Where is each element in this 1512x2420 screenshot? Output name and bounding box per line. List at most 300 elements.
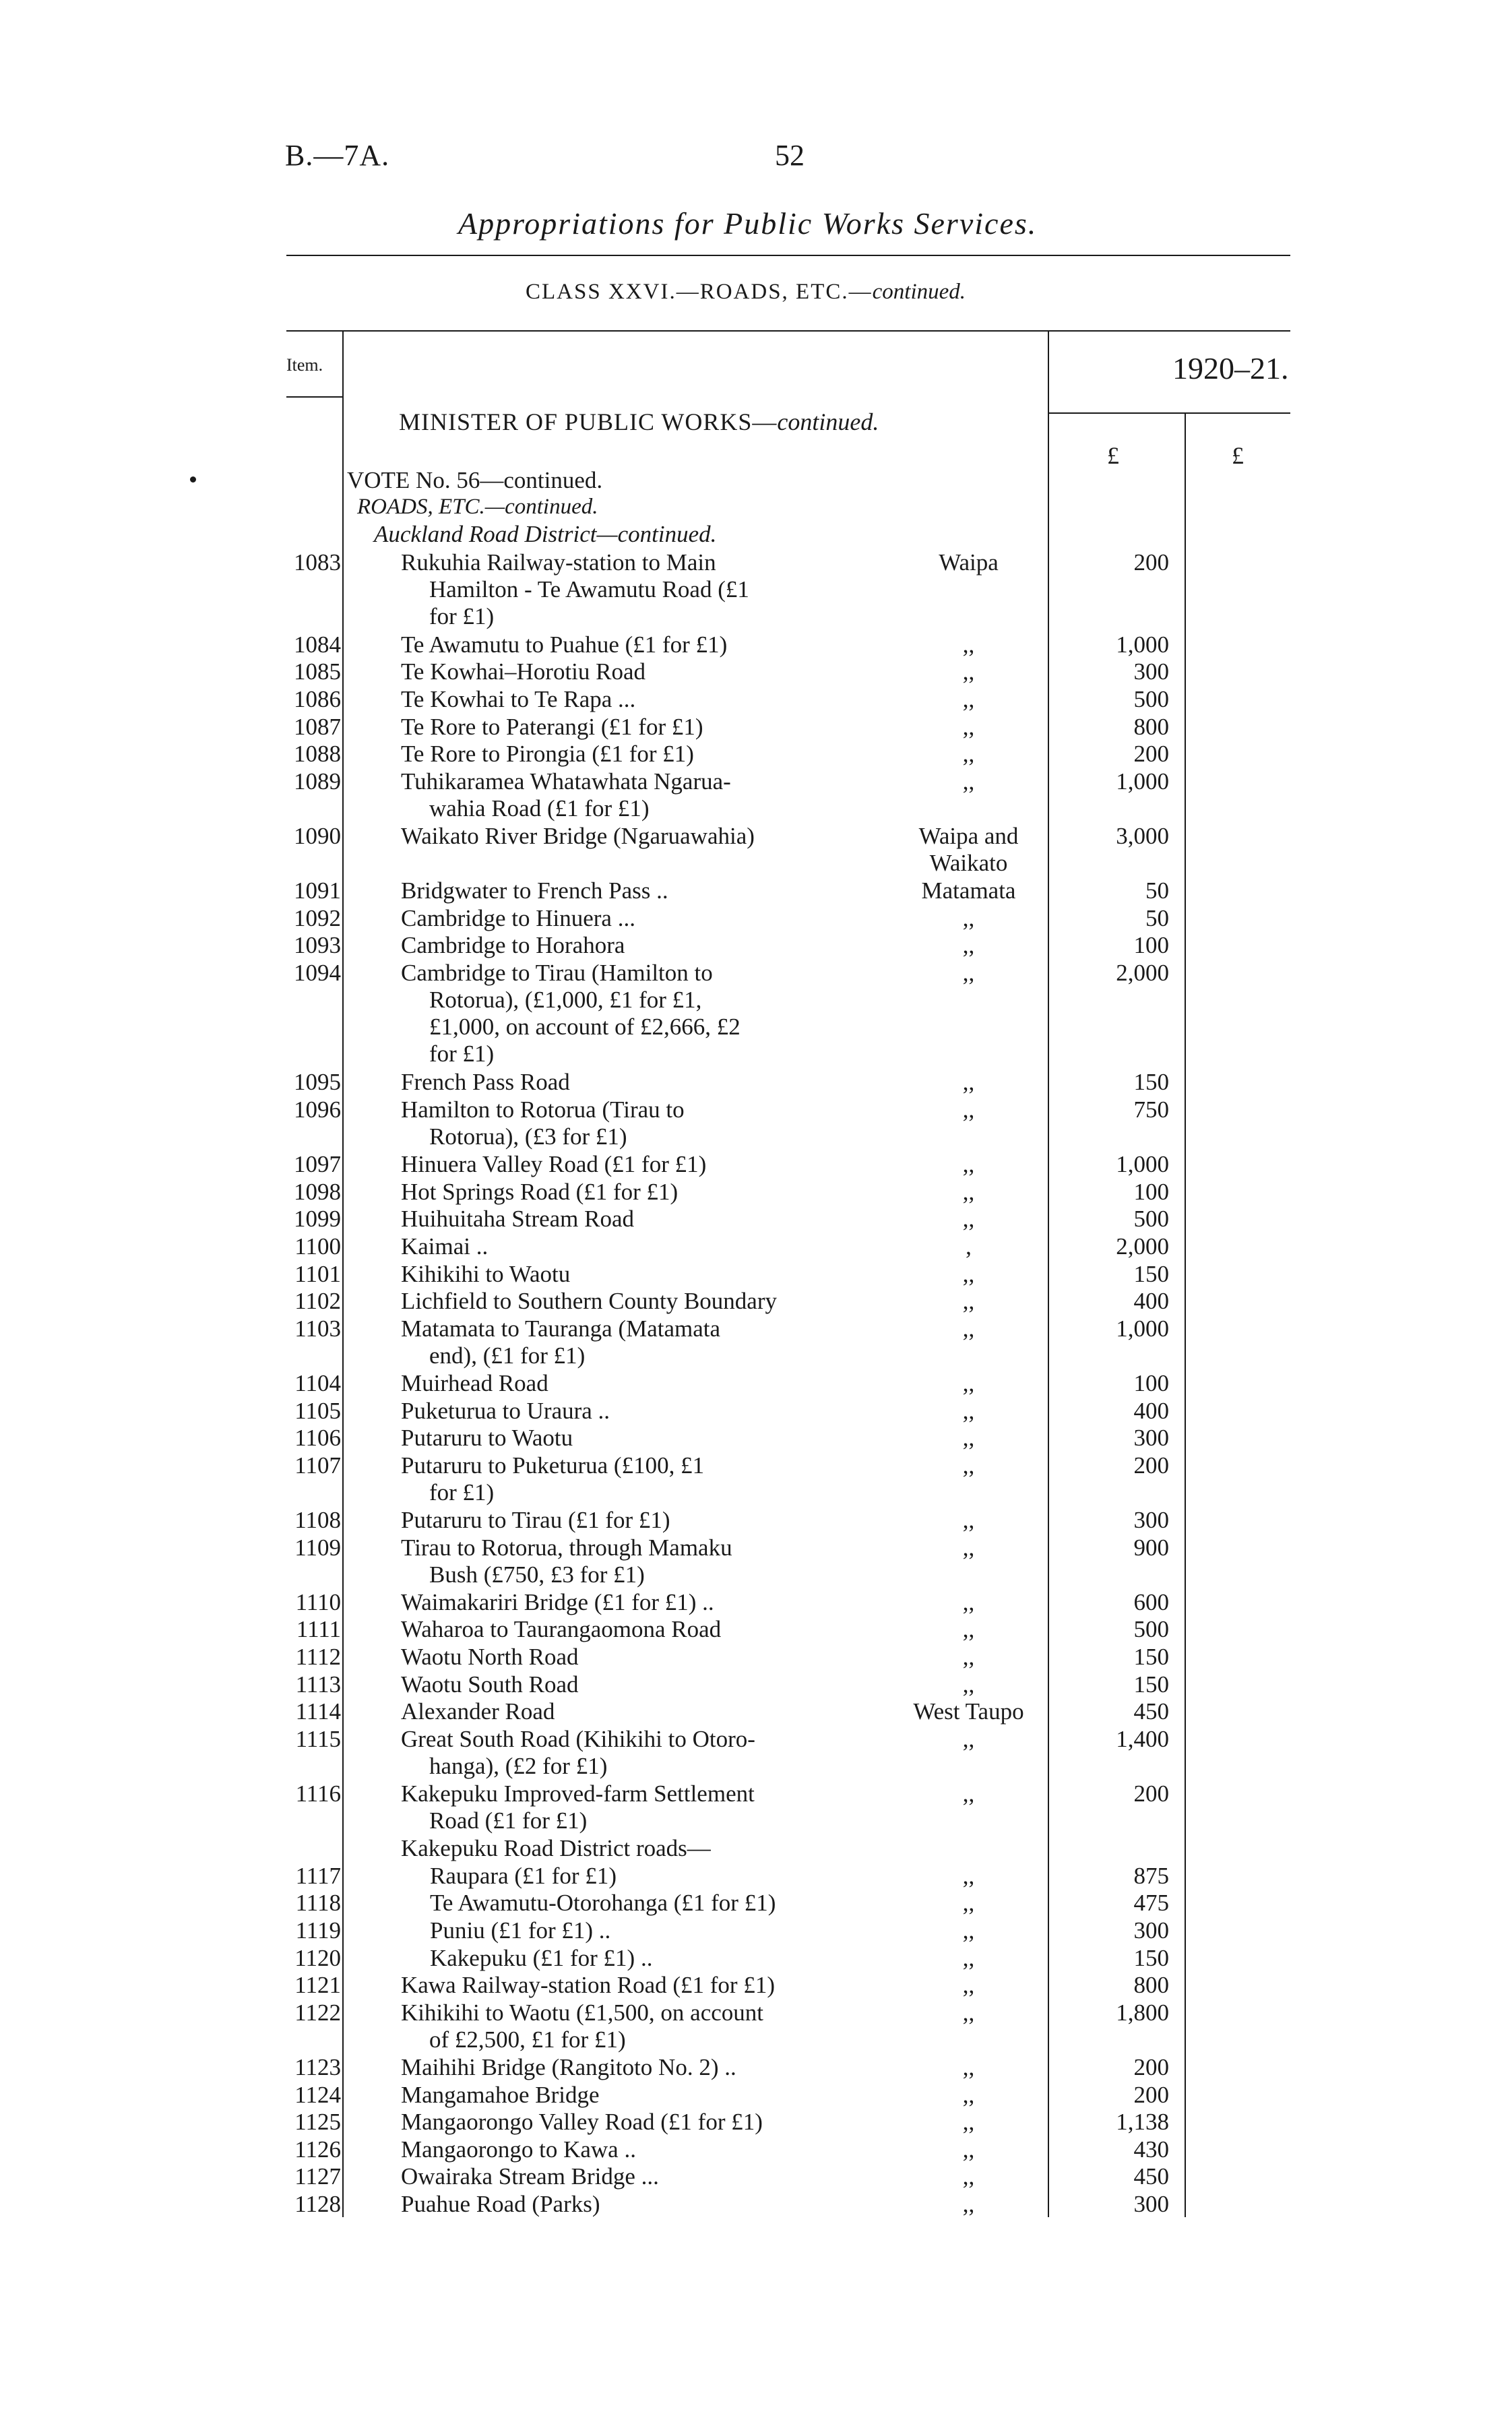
item-description — [430, 1863, 861, 1890]
district-line: ,, — [962, 631, 975, 658]
item-number: 1089 — [294, 768, 341, 795]
amount: 875 — [1133, 1863, 1169, 1889]
roads-heading: ROADS, ETC.—continued. — [357, 495, 598, 519]
description-line: Kakepuku (£1 for £1) .. — [430, 1945, 653, 1971]
amount: 400 — [1133, 1398, 1169, 1424]
item-description — [401, 1370, 862, 1397]
district-line: ,, — [962, 1726, 975, 1752]
description-line: for £1) — [429, 1479, 495, 1506]
amount: 750 — [1133, 1096, 1169, 1123]
item-description — [401, 1534, 862, 1588]
description-line: Hot Springs Road (£1 for £1) — [401, 1179, 679, 1205]
district-line: ,, — [962, 1425, 975, 1451]
amount: 200 — [1133, 2082, 1169, 2108]
description-line: hanga), (£2 for £1) — [429, 1753, 608, 1779]
district-line: ,, — [962, 1370, 975, 1396]
item-number: 1100 — [294, 1233, 341, 1260]
description-line: Hinuera Valley Road (£1 for £1) — [401, 1151, 707, 1177]
item-description — [401, 1069, 862, 1096]
item-description — [401, 1972, 862, 1999]
electoral-district — [883, 1452, 1054, 1479]
amount: 300 — [1133, 2191, 1169, 2217]
electoral-district — [883, 1315, 1054, 1342]
item-description — [401, 2054, 862, 2081]
item-description — [401, 631, 862, 658]
district-line: ,, — [962, 932, 975, 958]
description-line: Te Rore to Paterangi (£1 for £1) — [401, 714, 703, 740]
description-line: Muirhead Road — [401, 1370, 548, 1396]
amount: 1,000 — [1116, 1315, 1169, 1342]
district-line: ,, — [962, 1315, 975, 1342]
item-number: 1127 — [294, 2163, 341, 2190]
amount: 150 — [1133, 1644, 1169, 1670]
item-number: 1109 — [294, 1534, 341, 1561]
description-line: Puahue Road (Parks) — [401, 2191, 600, 2217]
description-line: Putaruru to Puketurua (£100, £1 — [401, 1452, 705, 1479]
electoral-district — [883, 686, 1054, 713]
item-number: 1115 — [295, 1726, 341, 1752]
description-line: Kakepuku Improved-farm Settlement — [401, 1780, 755, 1807]
item-description — [401, 905, 862, 932]
amount: 100 — [1133, 1370, 1169, 1396]
item-description — [401, 960, 862, 1067]
electoral-district — [883, 714, 1054, 741]
class-heading-main: CLASS XXVI.—ROADS, ETC.— — [526, 280, 873, 304]
electoral-district — [883, 1370, 1054, 1397]
district-line: ,, — [962, 1945, 975, 1971]
amount: 150 — [1133, 1261, 1169, 1287]
item-number: 1124 — [294, 2082, 341, 2108]
item-description — [401, 932, 862, 959]
electoral-district — [883, 1698, 1054, 1725]
district-line: ,, — [962, 1671, 975, 1698]
item-number: 1085 — [294, 658, 341, 685]
description-line: Owairaka Stream Bridge ... — [401, 2163, 659, 2190]
description-line: Kawa Railway-station Road (£1 for £1) — [401, 1972, 775, 1998]
amount: 300 — [1133, 1507, 1169, 1533]
item-description — [430, 1917, 861, 1944]
district-line: ,, — [962, 2109, 975, 2135]
item-number: 1088 — [294, 741, 341, 767]
item-number: 1104 — [294, 1370, 341, 1396]
item-number: 1125 — [294, 2109, 341, 2135]
electoral-district — [883, 1589, 1054, 1616]
electoral-district — [883, 1233, 1054, 1260]
item-description — [401, 1698, 862, 1725]
electoral-district — [883, 1999, 1054, 2026]
item-description — [401, 1616, 862, 1643]
minister-heading-continued: continued. — [777, 408, 879, 435]
item-number: 1090 — [294, 823, 341, 849]
item-description — [401, 658, 862, 685]
electoral-district — [883, 1096, 1054, 1123]
electoral-district — [883, 1069, 1054, 1096]
item-description — [401, 2082, 862, 2109]
amount: 100 — [1133, 1179, 1169, 1205]
document-reference: B.—7A. — [285, 139, 390, 172]
description-line: Te Kowhai to Te Rapa ... — [401, 686, 636, 712]
description-line: Putaruru to Waotu — [401, 1425, 573, 1451]
district-line: Waipa — [939, 549, 999, 576]
description-line: Te Awamutu-Otorohanga (£1 for £1) — [430, 1890, 776, 1916]
item-description — [401, 1507, 862, 1534]
item-number: 1083 — [294, 549, 341, 576]
district-line: ,, — [962, 2136, 975, 2163]
district-line: , — [966, 1233, 972, 1260]
electoral-district — [883, 1780, 1054, 1807]
description-line: end), (£1 for £1) — [429, 1342, 586, 1369]
description-line: Alexander Road — [401, 1698, 555, 1725]
electoral-district — [883, 823, 1054, 877]
description-line: Road (£1 for £1) — [429, 1807, 588, 1834]
district-line: ,, — [962, 1069, 975, 1095]
district-line: ,, — [962, 686, 975, 712]
amount: 500 — [1133, 1206, 1169, 1232]
item-description — [401, 1233, 862, 1260]
item-number: 1099 — [294, 1206, 341, 1232]
item-header-underline — [286, 396, 342, 398]
district-line: ,, — [962, 1780, 975, 1807]
amount: 500 — [1133, 1616, 1169, 1642]
item-number: 1113 — [295, 1671, 341, 1698]
district-line: ,, — [962, 1452, 975, 1479]
item-description — [401, 1671, 862, 1698]
district-line: ,, — [962, 1917, 975, 1944]
description-line: Cambridge to Tirau (Hamilton to — [401, 960, 713, 986]
item-description — [401, 1206, 862, 1233]
electoral-district — [883, 1726, 1054, 1753]
district-line: West Taupo — [913, 1698, 1024, 1725]
district-line: ,, — [962, 1644, 975, 1670]
district-heading: Auckland Road District—continued. — [374, 521, 717, 547]
item-number: 1092 — [294, 905, 341, 931]
electoral-district — [883, 1425, 1054, 1452]
item-number: 1103 — [294, 1315, 341, 1342]
description-line: Great South Road (Kihikihi to Otoro- — [401, 1726, 755, 1752]
electoral-district — [883, 1288, 1054, 1315]
description-line: wahia Road (£1 for £1) — [429, 795, 650, 821]
amount: 200 — [1133, 549, 1169, 576]
description-line: Waimakariri Bridge (£1 for £1) .. — [401, 1589, 714, 1615]
district-line: ,, — [962, 1288, 975, 1314]
item-number: 1121 — [294, 1972, 341, 1998]
item-description — [401, 1644, 862, 1671]
district-line: ,, — [962, 658, 975, 685]
description-line: for £1) — [429, 1041, 495, 1067]
item-number: 1097 — [294, 1151, 341, 1177]
item-description — [401, 1261, 862, 1288]
item-description — [401, 1452, 862, 1506]
electoral-district — [883, 877, 1054, 904]
table-top-rule — [286, 330, 1290, 332]
electoral-district — [883, 1261, 1054, 1288]
description-line: Te Rore to Pirongia (£1 for £1) — [401, 741, 694, 767]
item-number: 1111 — [296, 1616, 341, 1642]
item-description — [401, 741, 862, 768]
item-description — [401, 714, 862, 741]
district-line: Waikato — [929, 850, 1008, 876]
electoral-district — [883, 1507, 1054, 1534]
item-number: 1086 — [294, 686, 341, 712]
vote-heading: VOTE No. 56—continued. — [347, 467, 603, 493]
amount: 900 — [1133, 1534, 1169, 1561]
description-line: Waharoa to Taurangaomona Road — [401, 1616, 722, 1642]
item-description — [430, 1890, 861, 1917]
electoral-district — [883, 631, 1054, 658]
amount: 50 — [1145, 877, 1169, 904]
electoral-district — [883, 1206, 1054, 1233]
description-line: Waotu North Road — [401, 1644, 579, 1670]
amount: 300 — [1133, 1425, 1169, 1451]
description-line: Mangaorongo to Kawa .. — [401, 2136, 636, 2163]
item-description — [401, 1398, 862, 1425]
item-description — [401, 2109, 862, 2136]
description-line: Mangamahoe Bridge — [401, 2082, 600, 2108]
description-line: Huihuitaha Stream Road — [401, 1206, 635, 1232]
item-number: 1108 — [294, 1507, 341, 1533]
amount: 100 — [1133, 932, 1169, 958]
amount: 1,400 — [1116, 1726, 1169, 1752]
item-number: 1087 — [294, 714, 341, 740]
district-line: Waipa and — [918, 823, 1019, 849]
electoral-district — [883, 1179, 1054, 1206]
electoral-district — [883, 2191, 1054, 2218]
item-number: 1118 — [295, 1890, 341, 1916]
description-line: Cambridge to Hinuera ... — [401, 905, 635, 931]
description-line: Hamilton - Te Awamutu Road (£1 — [429, 576, 749, 602]
amount: 800 — [1133, 714, 1169, 740]
electoral-district — [883, 2163, 1054, 2190]
item-number: 1098 — [294, 1179, 341, 1205]
amount: 450 — [1133, 2163, 1169, 2190]
district-line: ,, — [962, 1151, 975, 1177]
description-line: for £1) — [429, 603, 495, 629]
description-line: Tuhikaramea Whatawhata Ngarua- — [401, 768, 731, 795]
item-number: 1119 — [295, 1917, 341, 1944]
district-line: ,, — [962, 1206, 975, 1232]
item-number: 1093 — [294, 932, 341, 958]
item-number: 1096 — [294, 1096, 341, 1123]
amount: 430 — [1133, 2136, 1169, 2163]
amount: 150 — [1133, 1671, 1169, 1698]
item-number: 1122 — [294, 1999, 341, 2026]
district-line: ,, — [962, 768, 975, 795]
district-line: ,, — [962, 1589, 975, 1615]
district-line: ,, — [962, 1863, 975, 1889]
amount: 200 — [1133, 1780, 1169, 1807]
amount-column-divider — [1185, 412, 1186, 2217]
amount: 300 — [1133, 658, 1169, 685]
district-line: ,, — [962, 1398, 975, 1424]
amount: 200 — [1133, 2054, 1169, 2080]
year-column-header: 1920–21. — [1172, 351, 1289, 385]
amount: 1,138 — [1116, 2109, 1169, 2135]
district-line: ,, — [962, 741, 975, 767]
electoral-district — [883, 1151, 1054, 1178]
description-line: Puniu (£1 for £1) .. — [430, 1917, 611, 1944]
item-description — [401, 1999, 862, 2053]
item-number: 1107 — [294, 1452, 341, 1479]
amount: 50 — [1145, 905, 1169, 931]
item-number: 1106 — [294, 1425, 341, 1451]
electoral-district — [883, 1890, 1054, 1917]
electoral-district — [883, 1863, 1054, 1890]
district-line: ,, — [962, 1507, 975, 1533]
electoral-district — [883, 1945, 1054, 1972]
description-line: Matamata to Tauranga (Matamata — [401, 1315, 721, 1342]
description-line: Hamilton to Rotorua (Tirau to — [401, 1096, 685, 1123]
electoral-district — [883, 960, 1054, 987]
item-description — [401, 1835, 862, 1862]
description-line: Bridgwater to French Pass .. — [401, 877, 668, 904]
amount: 150 — [1133, 1945, 1169, 1971]
item-number: 1084 — [294, 631, 341, 658]
electoral-district — [883, 658, 1054, 685]
description-line: Tirau to Rotorua, through Mamaku — [401, 1534, 732, 1561]
item-description — [401, 549, 862, 630]
district-line: ,, — [962, 1096, 975, 1123]
description-line: Puketurua to Uraura .. — [401, 1398, 610, 1424]
electoral-district — [883, 549, 1054, 576]
amount: 150 — [1133, 1069, 1169, 1095]
year-header-underline — [1048, 412, 1290, 414]
district-line: ,, — [962, 1999, 975, 2026]
item-number: 1128 — [294, 2191, 341, 2217]
electoral-district — [883, 2136, 1054, 2163]
description-line: Kihikihi to Waotu (£1,500, on account — [401, 1999, 763, 2026]
amount: 400 — [1133, 1288, 1169, 1314]
amount: 1,000 — [1116, 1151, 1169, 1177]
electoral-district — [883, 1398, 1054, 1425]
district-line: ,, — [962, 2163, 975, 2190]
amount: 450 — [1133, 1698, 1169, 1725]
electoral-district — [883, 2054, 1054, 2081]
electoral-district — [883, 1972, 1054, 1999]
item-description — [401, 1780, 862, 1834]
class-heading — [526, 280, 966, 305]
electoral-district — [883, 1671, 1054, 1698]
item-number: 1117 — [295, 1863, 341, 1889]
district-line: ,, — [962, 905, 975, 931]
item-description — [401, 2163, 862, 2190]
district-line: ,, — [962, 960, 975, 986]
district-line: ,, — [962, 2054, 975, 2080]
district-line: Matamata — [921, 877, 1016, 904]
description-line: Kihikihi to Waotu — [401, 1261, 571, 1287]
amount: 475 — [1133, 1890, 1169, 1916]
electoral-district — [883, 768, 1054, 795]
electoral-district — [883, 905, 1054, 932]
district-line: ,, — [962, 2191, 975, 2217]
item-description — [430, 1945, 861, 1972]
description-line: French Pass Road — [401, 1069, 570, 1095]
district-line: ,, — [962, 714, 975, 740]
description-line: Maihihi Bridge (Rangitoto No. 2) .. — [401, 2054, 736, 2080]
amount: 500 — [1133, 686, 1169, 712]
amount: 2,000 — [1116, 960, 1169, 986]
minister-heading-main: MINISTER OF PUBLIC WORKS— — [399, 408, 778, 435]
amount: 3,000 — [1116, 823, 1169, 849]
item-number: 1112 — [295, 1644, 341, 1670]
district-line: ,, — [962, 2082, 975, 2108]
district-line: ,, — [962, 1972, 975, 1998]
item-description — [401, 2191, 862, 2218]
electoral-district — [883, 932, 1054, 959]
item-number: 1116 — [295, 1780, 341, 1807]
amount: 600 — [1133, 1589, 1169, 1615]
description-line: Kaimai .. — [401, 1233, 489, 1260]
electoral-district — [883, 1534, 1054, 1561]
amount: 300 — [1133, 1917, 1169, 1944]
district-line: ,, — [962, 1261, 975, 1287]
item-number: 1110 — [295, 1589, 341, 1615]
item-column-header: Item. — [286, 355, 323, 375]
item-number: 1094 — [294, 960, 341, 986]
item-description — [401, 1096, 862, 1150]
amount: 200 — [1133, 741, 1169, 767]
item-description — [401, 877, 862, 904]
item-description — [401, 1315, 862, 1369]
item-description — [401, 686, 862, 713]
district-line: ,, — [962, 1890, 975, 1916]
description-line: Mangaorongo Valley Road (£1 for £1) — [401, 2109, 763, 2135]
item-column-rule — [342, 330, 344, 2217]
item-description — [401, 1589, 862, 1616]
class-heading-continued: continued. — [872, 280, 966, 304]
item-description — [401, 823, 862, 850]
electoral-district — [883, 741, 1054, 768]
item-number: 1091 — [294, 877, 341, 904]
description-line: Bush (£750, £3 for £1) — [429, 1561, 645, 1588]
amount: 1,000 — [1116, 631, 1169, 658]
item-number: 1126 — [294, 2136, 341, 2163]
description-line: Te Awamutu to Puahue (£1 for £1) — [401, 631, 728, 658]
electoral-district — [883, 1644, 1054, 1671]
description-line: of £2,500, £1 for £1) — [429, 2026, 626, 2053]
item-description — [401, 2136, 862, 2163]
district-line: ,, — [962, 1534, 975, 1561]
title-rule — [286, 255, 1290, 256]
district-line: ,, — [962, 1616, 975, 1642]
electoral-district — [883, 1616, 1054, 1643]
currency-symbol-2: £ — [1232, 442, 1244, 469]
item-number: 1123 — [294, 2054, 341, 2080]
description-line: Lichfield to Southern County Boundary — [401, 1288, 777, 1314]
amount: 2,000 — [1116, 1233, 1169, 1260]
description-line: Te Kowhai–Horotiu Road — [401, 658, 646, 685]
page-number: 52 — [775, 139, 805, 172]
currency-symbol-1: £ — [1107, 442, 1119, 469]
item-number: 1095 — [294, 1069, 341, 1095]
item-description — [401, 1151, 862, 1178]
item-number: 1101 — [294, 1261, 341, 1287]
page-title: Appropriations for Public Works Services. — [458, 206, 1038, 241]
amount: 1,000 — [1116, 768, 1169, 795]
item-number: 1114 — [295, 1698, 341, 1725]
item-description — [401, 1425, 862, 1452]
description-line: Waotu South Road — [401, 1671, 579, 1698]
electoral-district — [883, 1917, 1054, 1944]
item-description — [401, 768, 862, 822]
item-description — [401, 1179, 862, 1206]
description-line: Kakepuku Road District roads— — [401, 1835, 711, 1861]
margin-dot — [190, 476, 196, 483]
item-number: 1105 — [294, 1398, 341, 1424]
electoral-district — [883, 2082, 1054, 2109]
description-line: Waikato River Bridge (Ngaruawahia) — [401, 823, 755, 849]
description-line: Raupara (£1 for £1) — [430, 1863, 617, 1889]
amount: 1,800 — [1116, 1999, 1169, 2026]
